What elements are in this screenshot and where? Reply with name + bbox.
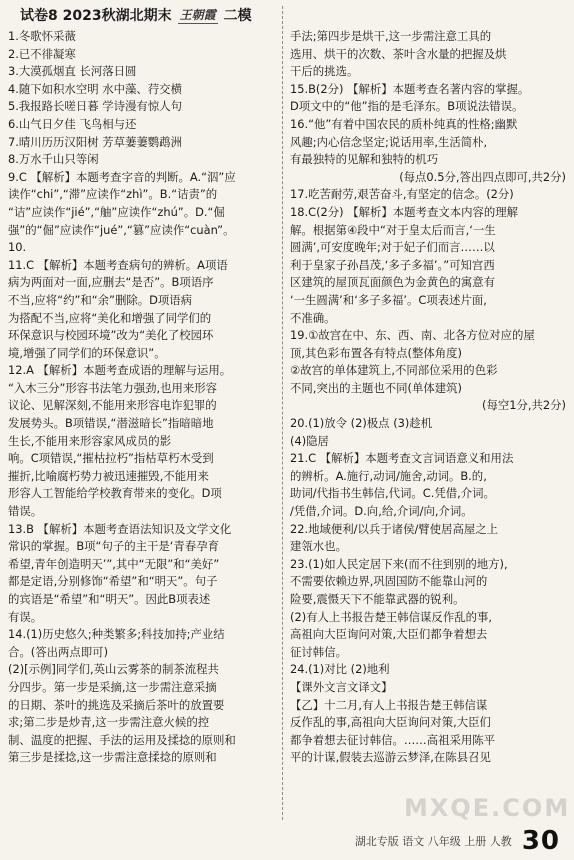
answer-line: 求;第二步是炒青,这一步需注意火候的控 — [8, 715, 210, 730]
answer-line: 19.①故宫在中、东、西、南、北各方位对应的屋 — [290, 328, 535, 343]
answer-line: 反作乱的事,高祖向大臣询问对策,大臣们 — [290, 715, 491, 730]
answer-line: 为搭配不当,应将“美化和增强了同学们的 — [8, 310, 212, 325]
answer-line: 生长,不能用来形容家风成员的影 — [8, 433, 172, 448]
footer-info: 湖北专版 语文 八年级 上册 人教 — [354, 835, 512, 848]
answer-line: 10. — [8, 240, 27, 255]
answer-line: 读作“chi”,“滞”应读作“zhì”。B.“诘责”的 — [8, 187, 218, 202]
answer-line: 12.A 【解析】本题考查成语的理解与运用。 — [8, 363, 232, 378]
answer-line: 23.(1)如人民定居下来(而不往到别的地方), — [290, 556, 508, 571]
answer-line: 的宾语是“希望”和“明天”。因此B项表述 — [8, 592, 211, 606]
answer-line: 13.B 【解析】本题考查语法知识及文学文化 — [8, 521, 232, 536]
answer-line: 发展势头。B项错误,“潜滋暗长”指暗暗地 — [8, 416, 214, 431]
answer-line: 错误。 — [8, 504, 43, 519]
answer-line: (每点0.5分,答出四点即可,共2分) — [399, 169, 566, 184]
column-divider — [282, 6, 283, 820]
answer-line: 3.大漠孤烟直 长河落日圆 — [8, 64, 137, 79]
answer-line: “诘”应读作“jié”,“舳”应读作“zhú”。D.“倔 — [8, 204, 225, 219]
answer-line: 不同,突出的主题也不同(单体建筑) — [290, 380, 462, 395]
answer-line: 合。(答出两点即可) — [8, 644, 109, 659]
answer-line: 6.山气日夕佳 飞鸟相与还 — [8, 116, 137, 131]
answer-line: 高祖向大臣询问对策,大臣们都争着想去 — [290, 627, 488, 642]
answer-line: 征讨韩信。 — [290, 644, 347, 659]
answer-line: 【乙】十二月,有人上书报告楚王韩信谋 — [290, 697, 488, 712]
page-footer — [0, 826, 574, 856]
answer-line: 21.C 【解析】本题考查文言词语意义和用法 — [290, 451, 514, 466]
answer-line: 希望,青年创造明天’”,其中“无限”和“美好” — [8, 556, 220, 571]
answer-line: /凭借,介词。D.向,给,介词/向,介词。 — [290, 504, 473, 519]
answer-line: 干后的挑选。 — [290, 64, 359, 79]
answer-line: 选用、烘干的次数、茶叶含水量的把握及烘 — [290, 46, 507, 61]
answer-line: 分四步。第一步是采摘,这一步需注意采摘 — [8, 679, 217, 694]
answer-line: 险要,震慑天下不能靠武器的锐利。 — [290, 592, 465, 606]
exam-header — [20, 2, 320, 28]
answer-line: 响。C项错误,“摧枯拉朽”指枯草朽木受到 — [8, 451, 214, 466]
right-column — [290, 28, 571, 824]
answer-line: 有误。 — [8, 609, 43, 624]
answer-line: ‘一生圆满’和‘多子多福’。C项表述片面, — [290, 292, 487, 307]
page-number: 30 — [521, 826, 560, 856]
site-watermark: MXQE.COM — [404, 794, 571, 822]
answer-line: 常识的掌握。B项“句子的主干是‘青春孕育 — [8, 539, 219, 554]
answer-line: 1.冬歌怀采薇 — [8, 29, 76, 43]
answer-line: 摧折,比喻腐朽势力被迅速摧毁,不能用来 — [8, 468, 209, 483]
answer-line: (4)隐居 — [290, 433, 329, 448]
answer-line: 制、温度的把握、手法的运用及揉捻的原则和 — [8, 732, 236, 747]
answer-line: 18.C(2分) 【解析】本题考查文本内容的理解 — [290, 204, 519, 219]
answer-line: 强”的“倔”应读作“jué”,“篡”应读作“cuàn”。 — [8, 222, 235, 237]
answer-line: 助词/代指书生韩信,代词。C.凭借,介词。 — [290, 486, 495, 501]
exam-suffix: 二模 — [223, 8, 252, 24]
answer-line: 不需要依赖边界,巩固国防不能靠山河的 — [290, 574, 488, 589]
answer-line: (每空1分,共2分) — [482, 398, 566, 413]
answer-line: 15.B(2分) 【解析】本题考查名著内容的掌握。 — [290, 81, 530, 96]
answer-line: 22.地域便利/以兵于诸侯/臂使居高屋之上 — [290, 521, 499, 536]
answer-line: 20.(1)放令 (2)极点 (3)趁机 — [290, 416, 433, 431]
answer-line: “入木三分”形容书法笔力强劲,也用来形容 — [8, 380, 218, 395]
answer-line: 利于皇家子孙昌茂,‘多子多福’。”可知宫西 — [290, 257, 495, 272]
answer-line: 形容人工智能给学校教育带来的变化。D项 — [8, 486, 222, 501]
answer-line: 环保意识与校园环境”改为“美化了校园环 — [8, 328, 214, 343]
answer-line: 有最独特的见解和独特的机巧 — [290, 152, 439, 167]
answer-line: 17.吃苦耐劳,艰苦奋斗,有坚定的信念。(2分) — [290, 187, 514, 202]
publisher-signature: 王朝霞 — [179, 8, 216, 22]
answer-line: (2)有人上书报告楚王韩信谋反作乱的事, — [290, 609, 493, 624]
answer-line: 圆满’,可安度晚年;对于妃子们而言……以 — [290, 240, 495, 255]
answer-line: 16.“他”有着中国农民的质朴纯真的性格;幽默 — [290, 116, 518, 131]
answer-line: 不准确。 — [290, 310, 336, 325]
answer-line: 5.我报路长嗟日暮 学诗漫有惊人句 — [8, 99, 182, 114]
answer-line: 建瓴水也。 — [290, 539, 347, 554]
answer-line: 7.晴川历历汉阳树 芳草萋萋鹦鹉洲 — [8, 134, 182, 149]
answer-line: 风趣;内心信念坚定;说话用率,生活简朴, — [290, 134, 488, 149]
answer-line: 不当,应将“约”和“余”删除。D项语病 — [8, 292, 193, 307]
answer-line: 解。根据第④段中“对于皇太后而言,‘一生 — [290, 222, 496, 237]
answer-line: 14.(1)历史悠久;种类繁多;科技加持;产业结 — [8, 627, 225, 642]
answer-line: (2)[示例]同学们,英山云雾茶的制茶流程共 — [8, 662, 219, 677]
answer-line: 病为两面对一面,应删去“是否”。B项语序 — [8, 275, 214, 290]
answer-line: 境,增强了同学们的环保意识”。 — [8, 345, 166, 360]
answer-line: 2.已不徘凝寒 — [8, 46, 76, 61]
answer-line: 区建筑的屋顶瓦面颜色为金黄色的寓意有 — [290, 275, 496, 290]
answer-line: 的日期、茶叶的挑选及采摘后茶叶的放置要 — [8, 697, 225, 712]
answer-line: 8.万水千山只等闲 — [8, 152, 99, 167]
answer-line: 9.C 【解析】本题考查字音的判断。A.“泅”应 — [8, 169, 236, 184]
answer-line: 都是定语,分别修饰“希望”和“明天”。句子 — [8, 574, 218, 589]
answer-line: 都争着想去征讨韩信。……高祖采用陈平 — [290, 732, 496, 747]
answer-line: 11.C 【解析】本题考查病句的辨析。A项语 — [8, 257, 228, 272]
answer-line: 第三步是揉捻,这一步需注意揉捻的原则和 — [8, 750, 217, 765]
answer-line: 4.随下如积水空明 水中藻、荇交横 — [8, 81, 182, 96]
answer-line: 的辨析。A.施行,动词/施舍,动词。B.的, — [290, 468, 487, 483]
answer-line: 24.(1)对比 (2)地利 — [290, 662, 390, 677]
left-column — [8, 28, 276, 824]
exam-title: 试卷8 2023秋湖北期末 — [20, 8, 172, 24]
answer-line: 【课外文言文译文】 — [290, 679, 393, 694]
answer-line: 顶,其色彩布置各有特点(整体角度) — [290, 345, 462, 360]
answer-line: ②故宫的单体建筑上,不同部位采用的色彩 — [290, 363, 498, 378]
answer-line: D项文中的“他”指的是毛泽东。B项说法错误。 — [290, 99, 524, 114]
answer-line: 平的计谋,假装去巡游云梦泽,在陈县召见 — [290, 750, 491, 765]
answer-line: 手法;第四步是烘干,这一步需注意工具的 — [290, 29, 492, 43]
answer-line: 议论、见解深刻,不能用来形容电诈犯罪的 — [8, 398, 217, 413]
